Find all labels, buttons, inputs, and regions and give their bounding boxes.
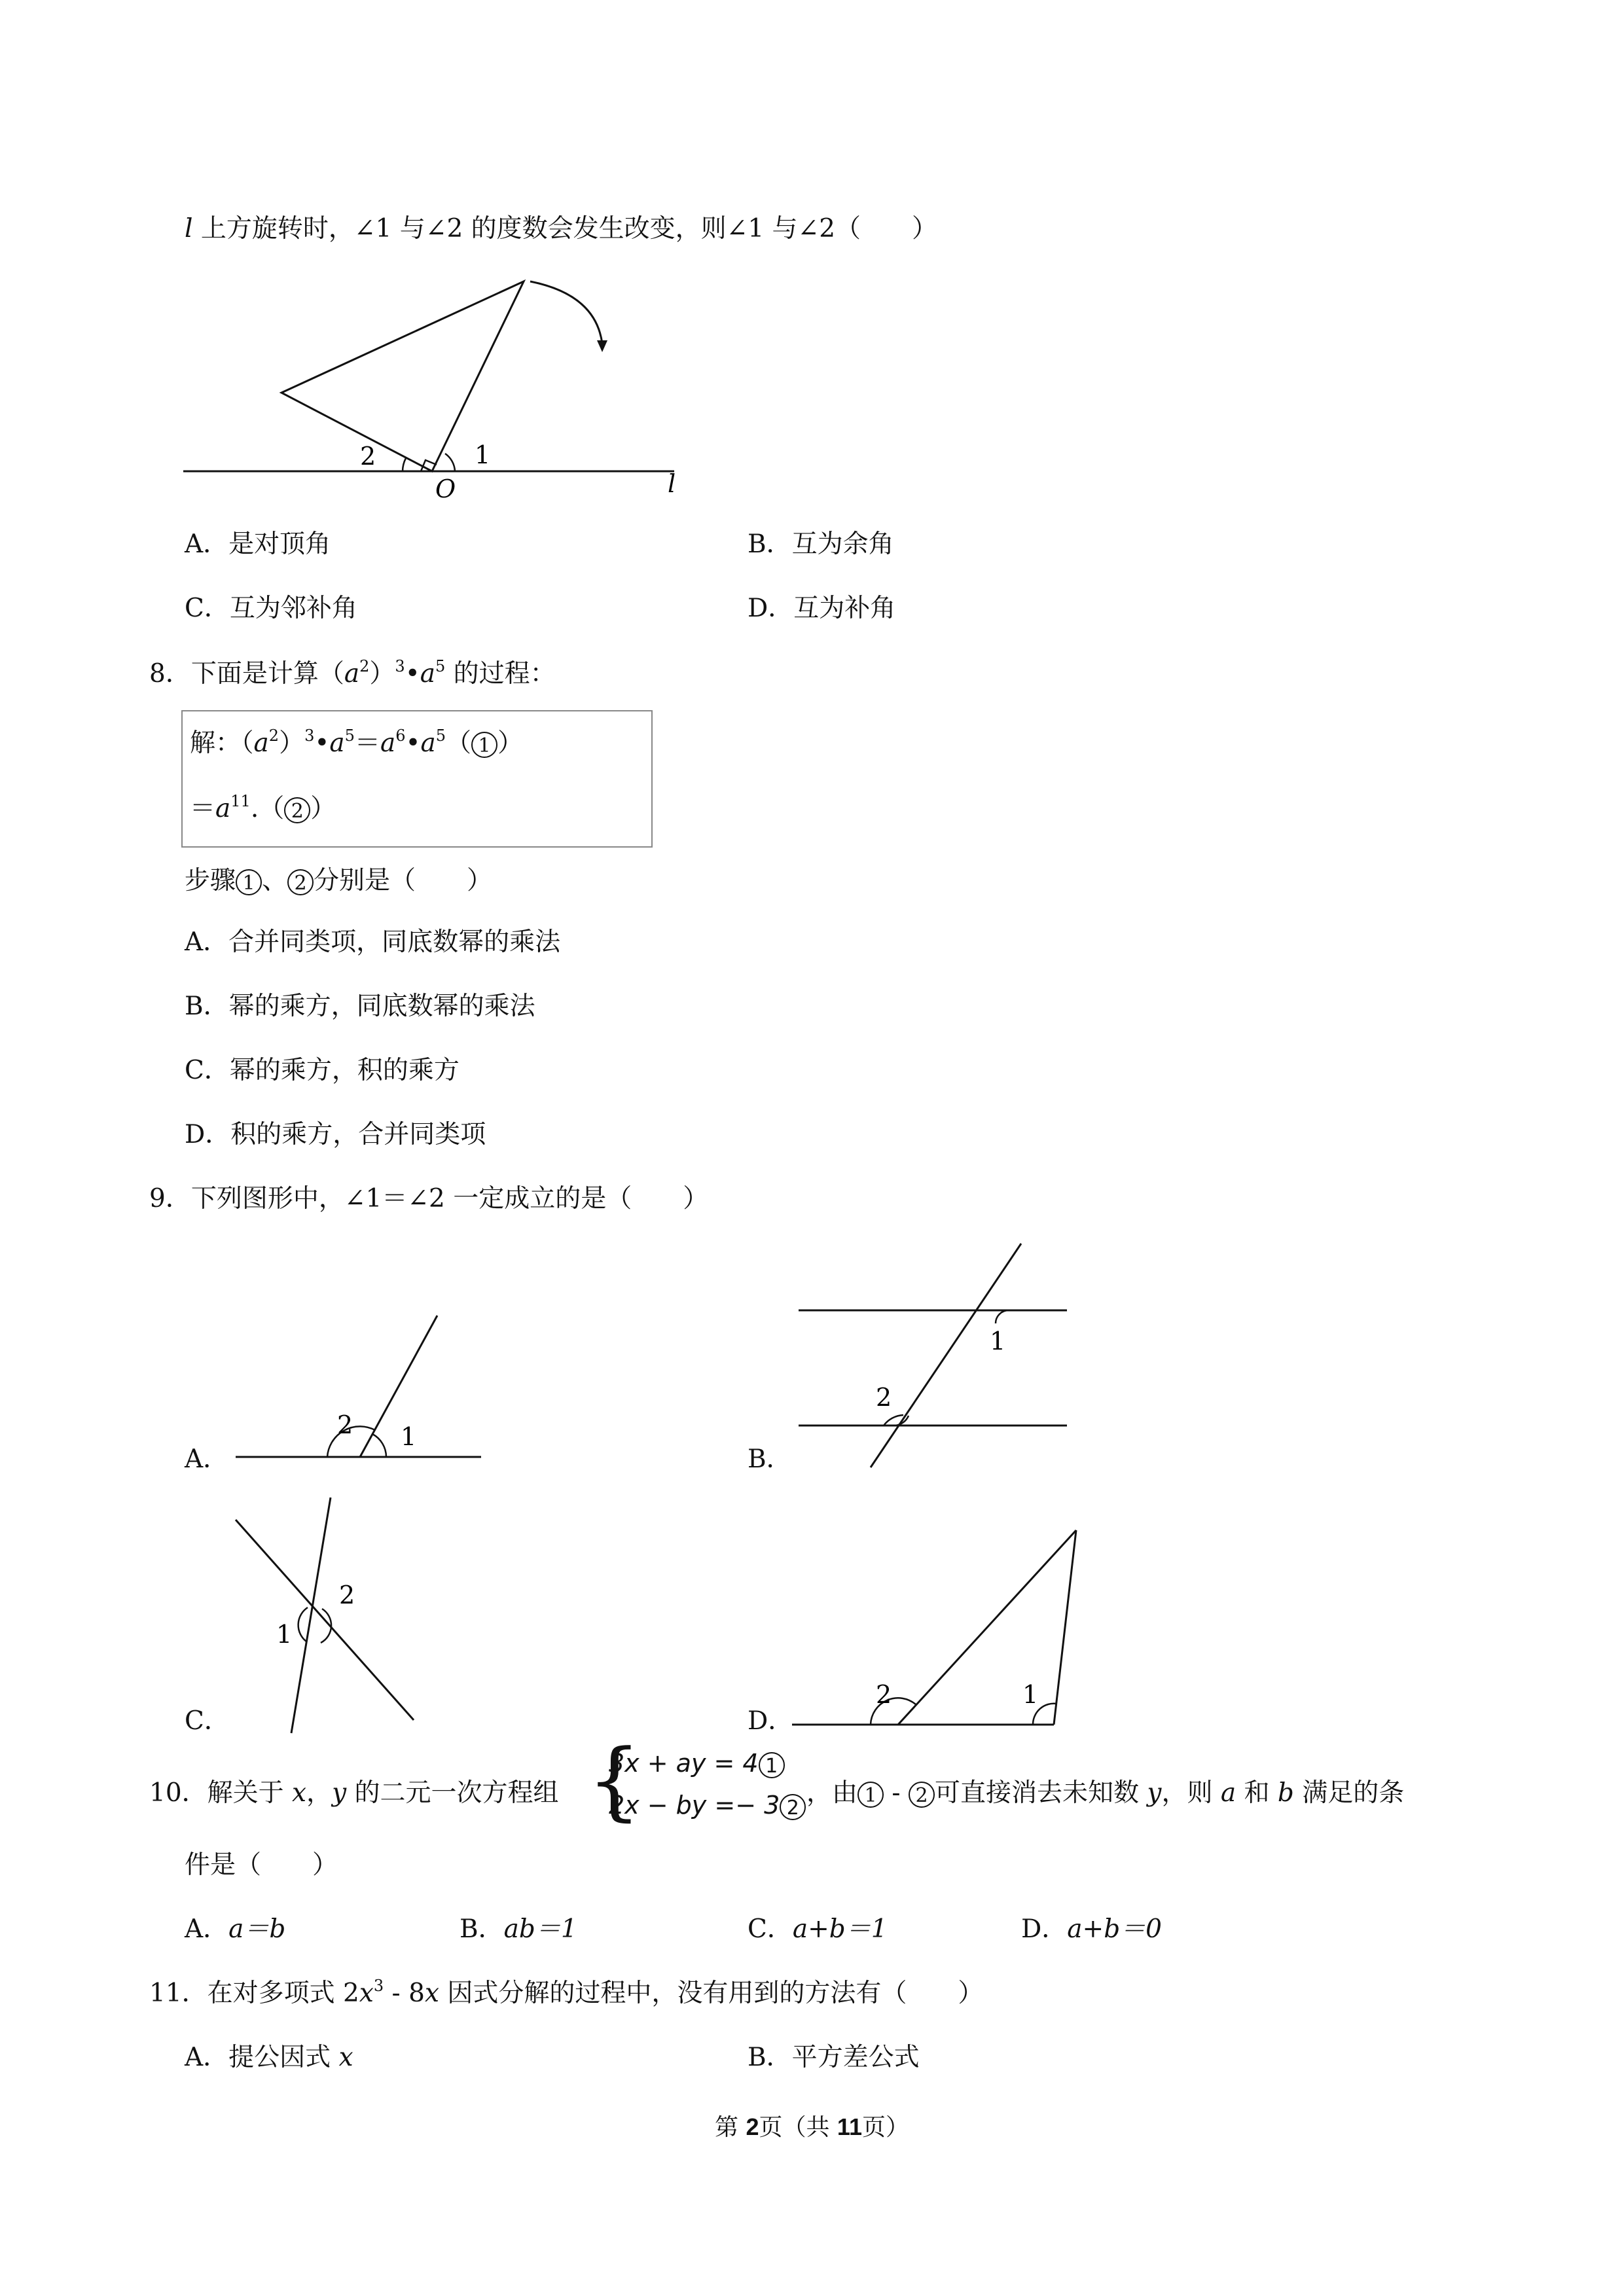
q7-stem-text: 上方旋转时，∠1 与∠2 的度数会发生改变，则∠1 与∠2（ ） — [192, 214, 938, 243]
q8-option-b[interactable]: B．幂的乘方，同底数幂的乘法 — [185, 992, 535, 1021]
q9c-line-2 — [291, 1498, 331, 1733]
sol1-circle-1: 1 — [471, 732, 497, 758]
sol1-a3: a — [380, 728, 396, 758]
q10-stem-after: ，由 — [806, 1778, 858, 1808]
q10-number: 10． — [149, 1778, 208, 1808]
q9-number: 9． — [149, 1184, 191, 1213]
steps-circle-2: 2 — [287, 869, 314, 895]
q10-option-c[interactable] — [748, 1914, 888, 1945]
q10-var-x: x — [292, 1778, 307, 1808]
q9b-transversal — [871, 1244, 1021, 1467]
q7-option-b[interactable]: B．互为余角 — [748, 529, 894, 559]
q10-stem-line-1a — [149, 1778, 559, 1809]
q8-var-a2: a — [420, 659, 435, 689]
sol2-eq: ＝ — [190, 794, 216, 823]
q8-dot: • — [405, 659, 420, 689]
q9c-arc-1 — [298, 1607, 308, 1641]
q10-opt-b-math: ab＝1 — [503, 1914, 577, 1944]
q8-sup-2: 2 — [359, 657, 370, 675]
sol1-sup6: 6 — [395, 726, 406, 745]
sol2-sup11: 11 — [230, 792, 251, 810]
q8-stem — [149, 658, 556, 690]
q9d-right-side — [1054, 1530, 1076, 1725]
q11-stem-post: 因式分解的过程中，没有用到的方法有（ ） — [439, 1979, 984, 2008]
steps-pre: 步骤 — [185, 866, 236, 895]
q7-label-1: 1 — [475, 440, 491, 469]
q10-opt-a-label: A． — [185, 1914, 229, 1944]
q8-var-a: a — [344, 659, 360, 689]
q10-eq1-circle: 1 — [759, 1752, 785, 1778]
sol1-pre: 解：（ — [190, 728, 254, 758]
q10-option-b[interactable] — [460, 1914, 577, 1945]
q8-sup-5: 5 — [435, 657, 446, 675]
q8-option-d[interactable]: D．积的乘方，合并同类项 — [185, 1120, 486, 1149]
q10-eq1-text: 3x + ay = 4 — [609, 1749, 759, 1778]
sol1-sup2: 2 — [268, 726, 280, 745]
q9d-label-1: 1 — [1022, 1680, 1039, 1709]
q7-rotation-arrow — [530, 281, 602, 344]
sol2-close: ） — [310, 794, 336, 823]
q9-option-d[interactable]: D． — [748, 1706, 794, 1736]
q9a-label-1: 1 — [401, 1422, 417, 1451]
footer-page-number: 2 — [746, 2113, 759, 2140]
q10-equation-1 — [609, 1749, 785, 1778]
q10-system-brace: { — [587, 1731, 641, 1830]
steps-sep: 、 — [262, 866, 288, 895]
q7-var-l: l — [185, 214, 193, 243]
q10-stem-line-2: 件是（ ） — [185, 1850, 338, 1880]
sol1-paren-close: ） — [497, 728, 524, 758]
q11-var-x: x — [359, 1979, 374, 2008]
q9-stem-text: 下列图形中，∠1＝∠2 一定成立的是（ ） — [190, 1184, 709, 1213]
q7-label-l: l — [668, 469, 676, 498]
q11-option-b[interactable]: B．平方差公式 — [748, 2043, 920, 2072]
q9a-slant-line — [360, 1316, 437, 1457]
q10-opt-c-math: a+b＝1 — [792, 1914, 888, 1944]
q10-option-d[interactable] — [1021, 1914, 1162, 1945]
q10-eq2-text: 2x − by =− 3 — [609, 1791, 780, 1820]
sol1-a2: a — [329, 728, 345, 758]
q11-sup-3: 3 — [373, 1977, 384, 1995]
q7-label-2: 2 — [360, 442, 376, 471]
q10-circle-2: 2 — [909, 1782, 935, 1808]
q7-stem-line — [185, 213, 937, 245]
q9b-arc-1 — [996, 1310, 1009, 1323]
q9a-label-2: 2 — [337, 1410, 353, 1439]
q10-var-y2: y — [1147, 1778, 1162, 1808]
q10-stem-line-1b — [806, 1778, 1404, 1809]
q9c-label-2: 2 — [339, 1581, 355, 1609]
q10-stem-after3: ，则 — [1161, 1778, 1221, 1808]
q9d-left-side — [898, 1530, 1076, 1725]
q10-opt-a-math: a＝b — [228, 1914, 286, 1944]
q10-option-a[interactable] — [185, 1914, 285, 1945]
sol2-a: a — [215, 794, 231, 823]
q9a-arc-1 — [372, 1434, 386, 1457]
q10-stem-mid: 的二元一次方程组 — [346, 1778, 559, 1808]
q10-circle-1: 1 — [857, 1782, 884, 1808]
q10-stem-pre: 解关于 — [207, 1778, 293, 1808]
q7-option-d[interactable]: D．互为补角 — [748, 594, 896, 623]
q10-var-y: y — [332, 1778, 347, 1808]
q8-number: 8． — [149, 659, 191, 689]
q10-opt-b-label: B． — [460, 1914, 504, 1944]
q8-solution-line-2 — [190, 793, 336, 825]
q8-stem-pre: 下面是计算（ — [190, 659, 344, 689]
sol1-eq: ＝ — [354, 728, 380, 758]
q9b-label-2: 2 — [876, 1383, 892, 1412]
sol1-sup3: 3 — [304, 726, 315, 745]
q8-solution-line-1 — [190, 728, 523, 759]
q10-opt-c-label: C． — [748, 1914, 793, 1944]
q7-angle-arc-2 — [403, 458, 406, 471]
footer-mid: 页（共 — [759, 2114, 837, 2141]
q9-option-c[interactable]: C． — [185, 1706, 230, 1736]
q9b-label-1: 1 — [990, 1327, 1006, 1355]
sol1-sup5: 5 — [344, 726, 355, 745]
sol2-circle-2: 2 — [284, 797, 310, 823]
q11-opt-a-label: A．提公因式 — [185, 2043, 339, 2072]
q8-stem-post: 的过程： — [445, 659, 556, 689]
q10-eq2-circle: 2 — [780, 1794, 806, 1820]
q7-option-c[interactable]: C．互为邻补角 — [185, 594, 357, 623]
sol2-tail: .（ — [250, 794, 285, 823]
sol1-a: a — [253, 728, 269, 758]
sol1-dot2: • — [405, 728, 421, 758]
q10-opt-d-math: a+b＝0 — [1067, 1914, 1162, 1944]
q9-option-b[interactable]: B． — [748, 1444, 792, 1474]
q10-and: 和 — [1236, 1778, 1278, 1808]
steps-circle-1: 1 — [236, 869, 262, 895]
q10-stem-end: 满足的条 — [1293, 1778, 1405, 1808]
footer-post: 页） — [861, 2114, 909, 2141]
q10-comma: ， — [306, 1778, 333, 1808]
q10-stem-after2: 可直接消去未知数 — [935, 1778, 1147, 1808]
q7-figure — [177, 268, 700, 504]
q9-figure-b — [792, 1237, 1080, 1473]
q11-stem — [149, 1978, 983, 2009]
q10-minus: - — [884, 1778, 909, 1808]
q10-opt-d-label: D． — [1021, 1914, 1068, 1944]
q7-arrow-head — [597, 340, 607, 352]
sol1-paren-open: （ — [446, 728, 472, 758]
q9-figure-a — [229, 1302, 491, 1473]
q9-figure-d — [785, 1518, 1087, 1734]
q7-angle-arc-1 — [445, 454, 455, 471]
q8-option-c[interactable]: C．幂的乘方，积的乘方 — [185, 1056, 460, 1085]
page-footer — [0, 2113, 1624, 2142]
q8-option-a[interactable]: A．合并同类项，同底数幂的乘法 — [185, 927, 561, 957]
q8-sup-3: 3 — [395, 657, 405, 675]
sol1-sup5b: 5 — [435, 726, 446, 745]
q9c-label-1: 1 — [276, 1620, 293, 1649]
q7-option-a[interactable]: A．是对顶角 — [185, 529, 331, 559]
q11-option-a[interactable] — [185, 2042, 353, 2073]
q10-var-a: a — [1220, 1778, 1236, 1808]
steps-post: 分别是（ ） — [314, 866, 493, 895]
q9-figure-c — [223, 1486, 439, 1741]
q9c-line-1 — [236, 1520, 414, 1720]
sol1-dot: • — [314, 728, 330, 758]
q9-option-a[interactable]: A． — [185, 1444, 229, 1474]
q9d-label-2: 2 — [876, 1680, 892, 1709]
q7-label-O: O — [435, 475, 456, 503]
q10-var-b: b — [1277, 1778, 1294, 1808]
sol1-a4: a — [420, 728, 436, 758]
q11-stem-mid: - 8 — [384, 1979, 425, 2008]
q9-stem — [149, 1183, 708, 1215]
q11-opt-a-var: x — [338, 2043, 353, 2072]
q8-steps-question — [185, 865, 492, 897]
q11-stem-pre: 在对多项式 2 — [207, 1979, 359, 2008]
footer-pre: 第 — [714, 2114, 746, 2141]
q11-number: 11． — [149, 1979, 208, 2008]
q11-var-x2: x — [424, 1979, 439, 2008]
q10-equation-2 — [609, 1791, 806, 1820]
q8-stem-mid: ） — [369, 659, 395, 689]
footer-total-pages: 11 — [837, 2113, 862, 2140]
sol1-mid: ） — [279, 728, 305, 758]
